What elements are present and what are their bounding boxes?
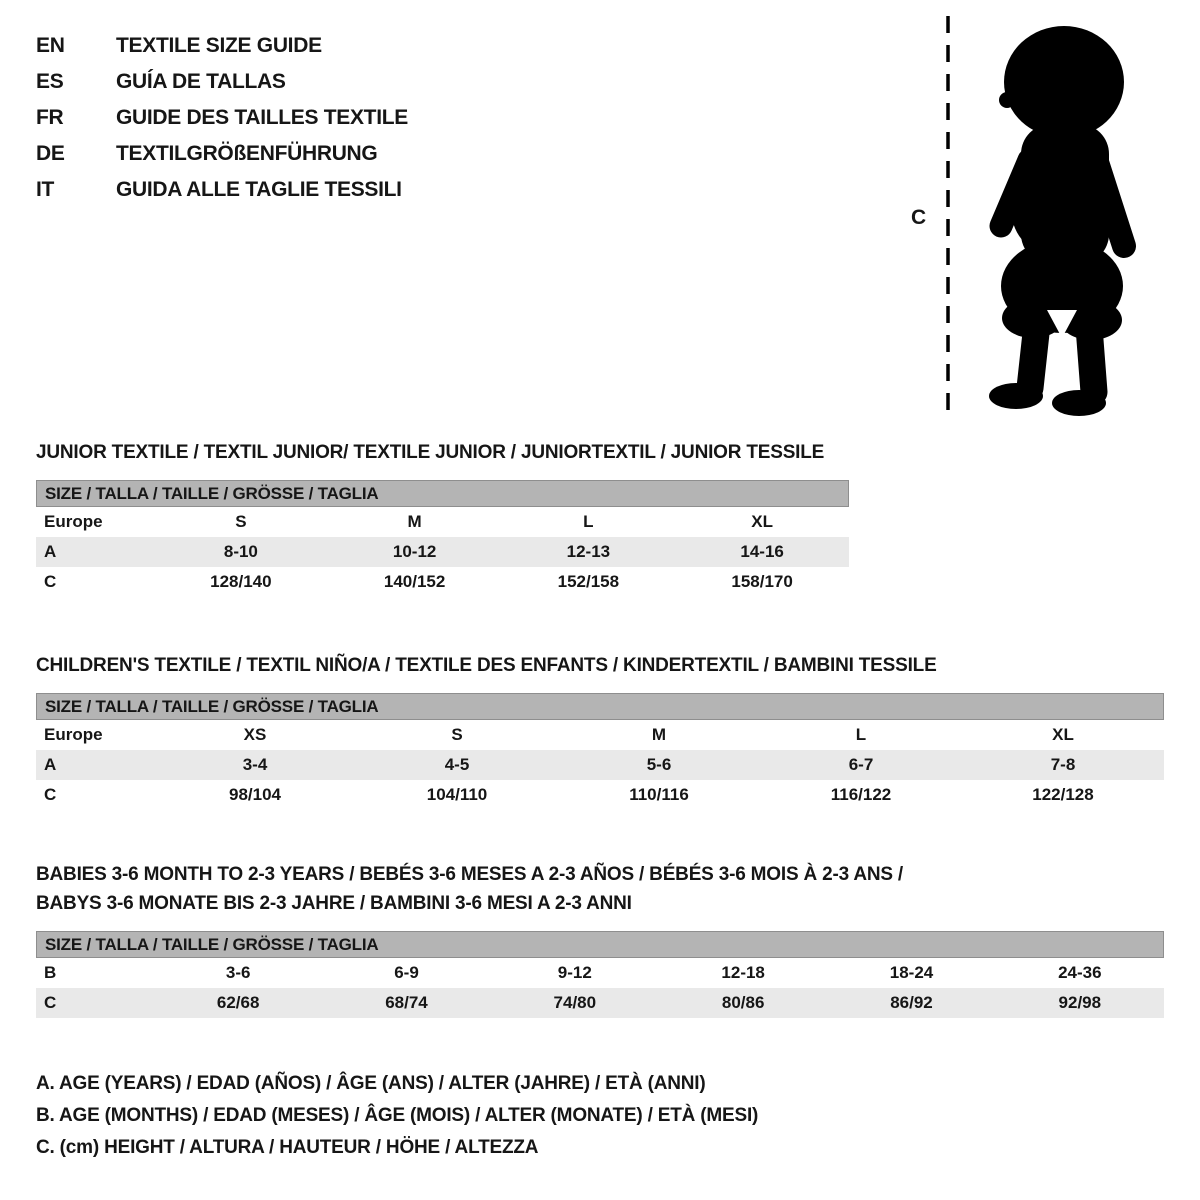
table-row-age xyxy=(36,750,1164,780)
language-code: EN xyxy=(36,34,65,57)
height-cell: 80/86 xyxy=(721,993,765,1012)
language-code: IT xyxy=(36,178,55,201)
size-cell: L xyxy=(855,725,867,744)
height-dashed-line-icon xyxy=(945,16,951,418)
height-cell: 98/104 xyxy=(229,785,281,804)
age-cell: 5-6 xyxy=(646,755,672,774)
baby-figure xyxy=(905,16,1165,420)
months-cell: 12-18 xyxy=(721,963,765,982)
legend-line-age-months: B. AGE (MONTHS) / EDAD (MESES) / ÂGE (MOIS) / ALTER (MONATE) / ETÀ (MESI) xyxy=(36,1105,759,1126)
language-title: GUIDA ALLE TAGLIE TESSILI xyxy=(116,178,402,201)
toddler-silhouette-icon xyxy=(967,20,1157,418)
months-cell: 18-24 xyxy=(889,963,934,982)
height-cell: 152/158 xyxy=(557,572,620,591)
language-title: GUIDE DES TAILLES TEXTILE xyxy=(116,106,408,129)
height-cell: 92/98 xyxy=(1058,993,1102,1012)
age-cell: 10-12 xyxy=(392,542,437,561)
size-cell: XS xyxy=(243,725,267,744)
section-title-junior: JUNIOR TEXTILE / TEXTIL JUNIOR/ TEXTILE JUNIOR / JUNIORTEXTIL / JUNIOR TESSILE xyxy=(36,442,825,463)
size-cell: XL xyxy=(1052,725,1074,744)
size-cell: XL xyxy=(751,512,773,531)
size-header-bar: SIZE / TALLA / TAILLE / GRÖSSE / TAGLIA xyxy=(36,693,1164,720)
age-cell: 3-4 xyxy=(242,755,268,774)
months-cell: 6-9 xyxy=(394,963,419,982)
age-cell: 12-13 xyxy=(566,542,611,561)
language-title: GUÍA DE TALLAS xyxy=(116,70,286,93)
size-cell: S xyxy=(451,725,463,744)
table-row-europe xyxy=(36,507,849,537)
section-childrens-textile xyxy=(36,651,1164,810)
height-cell: 128/140 xyxy=(210,572,272,591)
size-header-bar: SIZE / TALLA / TAILLE / GRÖSSE / TAGLIA xyxy=(36,931,1164,958)
legend-line-height: C. (cm) HEIGHT / ALTURA / HAUTEUR / HÖHE / ALTEZZA xyxy=(36,1137,539,1158)
height-cell: 74/80 xyxy=(553,993,597,1012)
row-label: Europe xyxy=(44,512,103,531)
section-title-children: CHILDREN'S TEXTILE / TEXTIL NIÑO/A / TEXTILE DES ENFANTS / KINDERTEXTIL / BAMBINI TESSILE xyxy=(36,655,937,676)
age-cell: 7-8 xyxy=(1050,755,1076,774)
language-code: FR xyxy=(36,106,64,129)
height-cell: 68/74 xyxy=(385,993,428,1012)
babies-size-table xyxy=(36,931,1164,1018)
table-row-months xyxy=(36,958,1164,988)
size-header-bar: SIZE / TALLA / TAILLE / GRÖSSE / TAGLIA xyxy=(36,480,849,507)
height-cell: 62/68 xyxy=(216,993,260,1012)
legend-line-age-years: A. AGE (YEARS) / EDAD (AÑOS) / ÂGE (ANS) / ALTER (JAHRE) / ETÀ (ANNI) xyxy=(36,1073,706,1094)
legend xyxy=(36,1068,1164,1164)
age-cell: 6-7 xyxy=(848,755,874,774)
row-label: C xyxy=(44,993,57,1012)
section-junior-textile xyxy=(36,438,1164,597)
age-cell: 14-16 xyxy=(740,542,784,561)
table-row-height xyxy=(36,988,1164,1018)
row-label: C xyxy=(44,572,57,591)
height-cell: 110/116 xyxy=(629,785,689,804)
table-row-height xyxy=(36,780,1164,810)
table-row-europe xyxy=(36,720,1164,750)
height-cell: 86/92 xyxy=(890,993,933,1012)
table-row-age xyxy=(36,537,849,567)
section-title-babies-line2: BABYS 3-6 MONATE BIS 2-3 JAHRE / BAMBINI 3-6 MESI A 2-3 ANNI xyxy=(36,893,632,914)
months-cell: 24-36 xyxy=(1058,963,1102,982)
language-code: DE xyxy=(36,142,65,165)
language-title: TEXTILGRÖßENFÜHRUNG xyxy=(116,142,378,165)
height-measure-label: C xyxy=(911,206,927,229)
size-cell: S xyxy=(235,512,247,531)
row-label: A xyxy=(44,542,57,561)
section-babies-textile xyxy=(36,860,1164,1018)
language-code: ES xyxy=(36,70,64,93)
row-label: C xyxy=(44,785,57,804)
size-cell: L xyxy=(583,512,594,531)
size-cell: M xyxy=(651,725,667,744)
age-cell: 4-5 xyxy=(444,755,470,774)
age-cell: 8-10 xyxy=(223,542,258,561)
size-cell: M xyxy=(407,512,422,531)
table-row-height xyxy=(36,567,849,597)
height-cell: 104/110 xyxy=(426,785,488,804)
height-cell: 140/152 xyxy=(383,572,446,591)
row-label: A xyxy=(44,755,57,774)
months-cell: 9-12 xyxy=(557,963,592,982)
row-label: B xyxy=(44,963,57,982)
height-cell: 158/170 xyxy=(731,572,793,591)
language-title: TEXTILE SIZE GUIDE xyxy=(116,34,322,57)
children-size-table xyxy=(36,693,1164,810)
section-title-babies-line1: BABIES 3-6 MONTH TO 2-3 YEARS / BEBÉS 3-6 MESES A 2-3 AÑOS / BÉBÉS 3-6 MOIS À 2-3 ANS / xyxy=(36,864,904,885)
height-cell: 116/122 xyxy=(830,785,892,804)
months-cell: 3-6 xyxy=(225,963,251,982)
junior-size-table xyxy=(36,480,849,597)
row-label: Europe xyxy=(44,725,103,744)
height-cell: 122/128 xyxy=(1032,785,1094,804)
